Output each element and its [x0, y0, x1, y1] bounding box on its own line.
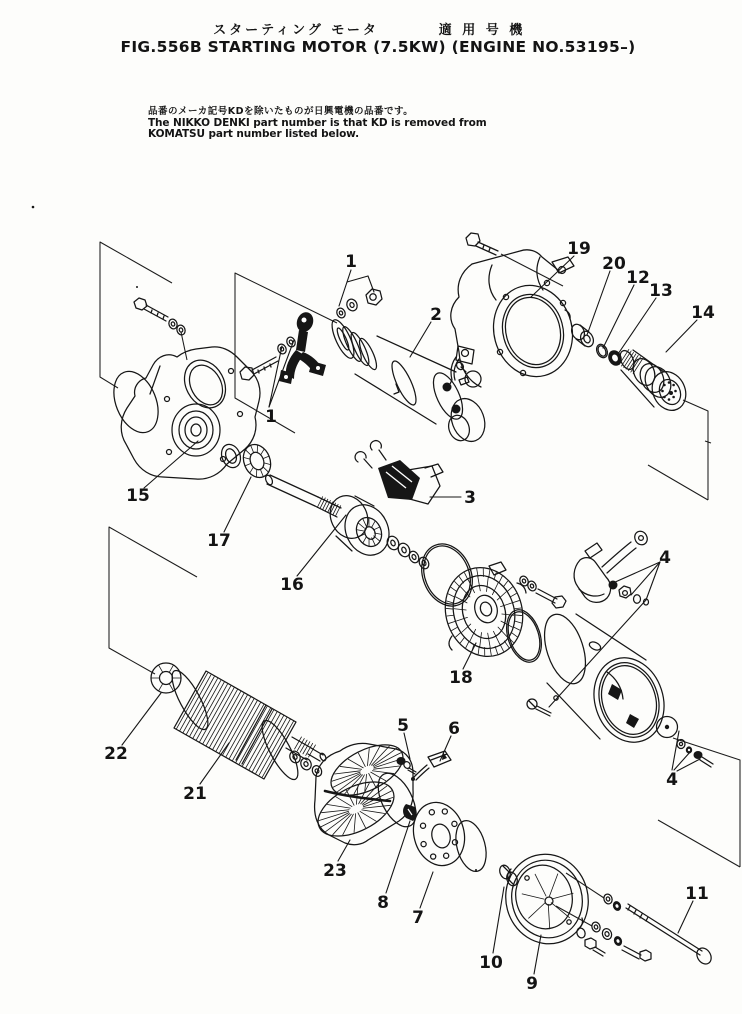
hatch-line [466, 641, 469, 647]
hatch-line [449, 621, 455, 623]
part-detail [415, 539, 478, 611]
plate-hole [444, 853, 449, 858]
part-detail [355, 336, 456, 424]
part-6-brush [411, 751, 451, 781]
part-22-thrust-washer [151, 663, 181, 693]
part-detail [619, 349, 643, 373]
part-detail [185, 417, 207, 443]
part-detail [428, 751, 451, 767]
part-detail [339, 311, 344, 316]
hatch-line [515, 621, 522, 623]
part-detail [427, 369, 468, 424]
bolt [622, 946, 651, 961]
callout-13-14: 13 [649, 281, 673, 301]
part-detail [688, 749, 690, 751]
hatch-line [251, 445, 254, 452]
part-detail [229, 369, 234, 374]
part-detail [626, 904, 702, 955]
bolt [585, 938, 605, 956]
part-detail [665, 725, 669, 729]
part-detail [328, 317, 358, 361]
hatch-line [362, 810, 385, 814]
shaft-washer [299, 756, 313, 771]
callout-6-7: 6 [448, 719, 460, 739]
hatch-line [501, 603, 512, 607]
hatch-line [515, 615, 522, 616]
part-16-pinion-shaft-clutch [264, 474, 397, 562]
part-detail [661, 381, 677, 401]
part-detail [449, 562, 526, 650]
leader-line-12 [603, 285, 634, 348]
hatch-line [264, 463, 270, 465]
applicable-machines-japanese: 適 用 号 機 [438, 23, 526, 38]
leader-line-17 [224, 477, 251, 532]
part-detail [646, 366, 692, 416]
panel-boundary-line [109, 527, 197, 674]
part-detail [700, 757, 713, 767]
part-detail [370, 294, 376, 300]
leader-line-11 [678, 901, 693, 933]
part-detail [337, 498, 397, 563]
washer [335, 307, 346, 319]
part-detail [316, 366, 320, 370]
callout-20-21: 20 [602, 254, 626, 274]
part-detail [390, 539, 396, 546]
callout-10-11: 10 [479, 953, 503, 973]
gear-tooth-dot [663, 396, 666, 399]
callout-15-16: 15 [126, 486, 150, 506]
nut [619, 586, 631, 598]
hatch-line [371, 772, 386, 781]
part-detail [144, 305, 168, 321]
part-12-washer [595, 343, 610, 360]
callout-19-20: 19 [567, 239, 591, 259]
part-detail [694, 945, 714, 966]
bolt-head [240, 367, 254, 380]
leader-line-18 [463, 643, 476, 669]
callout-11-12: 11 [685, 884, 709, 904]
washer [591, 921, 602, 933]
leader-line-1 [347, 276, 368, 282]
washer [634, 595, 641, 603]
part-detail [165, 397, 170, 402]
plate-hole [420, 823, 425, 828]
callout-21-22: 21 [183, 784, 207, 804]
part-detail [355, 441, 386, 468]
wire-bracket [447, 357, 459, 390]
washer [276, 343, 287, 355]
part-detail [679, 742, 682, 745]
hatch-line [480, 632, 482, 646]
part-detail [224, 447, 239, 465]
leader-line-4 [674, 751, 691, 770]
washer [603, 893, 614, 905]
part-detail [471, 592, 501, 625]
hatch-line [370, 746, 380, 765]
gear-tooth-dot [661, 390, 664, 393]
washer [345, 297, 359, 312]
hatch-line [454, 609, 466, 610]
callout-7-8: 7 [412, 908, 424, 928]
note-english-1: The NIKKO DENKI part number is that KD is removed from [148, 117, 487, 129]
plate-hole [429, 810, 434, 815]
gear-tooth-dot [672, 384, 675, 387]
callout-18-19: 18 [449, 668, 473, 688]
nut-set-upper [335, 289, 382, 319]
terminal-stud [609, 581, 618, 590]
title-japanese: スターティング モータ [213, 23, 379, 38]
link-line [181, 332, 187, 360]
hatch-line [358, 813, 366, 828]
hatch-line [504, 641, 508, 647]
scan-speck [32, 206, 35, 209]
armature-shaft [286, 737, 323, 761]
hatch-line [354, 814, 356, 833]
hatch-line [459, 577, 463, 583]
gear-tooth-dot [663, 384, 666, 387]
part-detail [498, 291, 568, 371]
hatch-line [448, 594, 454, 597]
part-detail [537, 609, 593, 689]
hatch-line [488, 633, 490, 647]
hatch-line [243, 457, 249, 459]
part-detail [583, 334, 592, 344]
panel-layer [100, 242, 740, 867]
hatch-line [478, 577, 480, 591]
part-detail [545, 897, 553, 905]
hatch-line [159, 665, 163, 672]
part-detail [483, 276, 582, 385]
part-detail [456, 580, 513, 644]
plate-hole [421, 842, 426, 847]
gear-tooth-dot [674, 390, 677, 393]
hatch-line [245, 464, 250, 466]
hatch-line [369, 773, 376, 787]
leader-line-8 [386, 821, 410, 893]
hatch-line [499, 576, 502, 582]
part-detail [420, 809, 457, 859]
hatch-line [507, 587, 512, 592]
panel-boundary-line [683, 400, 708, 500]
part-detail [578, 329, 596, 349]
callout-4-5: 4 [666, 770, 678, 790]
washer [576, 927, 587, 939]
part-21-armature [166, 666, 327, 784]
hatch-line [261, 449, 264, 454]
part-detail [411, 777, 415, 781]
hatch-line [503, 581, 507, 587]
part-detail [171, 321, 176, 326]
part-detail [160, 672, 173, 685]
leader-line-1 [339, 282, 347, 306]
field-coil [608, 684, 639, 728]
part-detail [356, 518, 381, 547]
hatch-line [552, 893, 573, 899]
hatch-line [446, 608, 453, 609]
terminal-cap [585, 543, 602, 558]
callout-8-9: 8 [377, 893, 389, 913]
callout-3-3: 3 [464, 488, 476, 508]
callout-2-2: 2 [430, 305, 442, 325]
hatch-line [358, 753, 365, 767]
leader-line-16 [297, 515, 346, 576]
callout-1-0: 1 [345, 252, 357, 272]
gear-tooth-dot [668, 381, 671, 384]
hatch-line [340, 766, 362, 769]
hatch-line [363, 537, 367, 543]
panel-boundary-line [235, 273, 337, 433]
hatch-line [514, 608, 521, 609]
part-detail [296, 330, 308, 352]
panel-boundary-line [658, 820, 740, 867]
hatch-line [456, 617, 467, 621]
part-detail [669, 391, 673, 395]
hatch-line [548, 904, 549, 928]
part-detail [280, 347, 285, 352]
callout-9-10: 9 [526, 974, 538, 994]
hatch-line [513, 627, 519, 630]
part-detail [476, 242, 498, 255]
hatch-line [336, 797, 352, 807]
part-detail [303, 761, 309, 767]
washer [218, 442, 244, 471]
leader-line-4 [631, 562, 660, 595]
part-detail [179, 327, 184, 332]
part-15-mount-bolt [134, 298, 186, 336]
part-detail [401, 546, 407, 553]
washer [601, 927, 613, 940]
hatch-line [367, 749, 369, 766]
hatch-line [374, 527, 380, 530]
part-2-magnetic-switch [328, 317, 469, 424]
plate-hole [452, 821, 457, 826]
part-detail [597, 345, 608, 358]
bolt-head [466, 233, 480, 246]
part-detail [445, 412, 473, 443]
hatch-line [529, 903, 545, 918]
hatch-line [447, 615, 454, 616]
hatch-line [513, 601, 519, 603]
hatch-line [510, 593, 516, 596]
panel-boundary-line [100, 242, 172, 388]
leader-line-7 [420, 872, 433, 908]
callout-14-15: 14 [691, 303, 715, 323]
hatch-line [535, 874, 546, 896]
part-detail [579, 589, 604, 596]
leader-line-22 [122, 693, 161, 745]
gear-tooth-dot [668, 398, 671, 401]
part-detail [248, 450, 267, 472]
gear-tooth-dot [672, 396, 675, 399]
part-13-snap-ring [606, 348, 625, 368]
hatch-line [159, 684, 163, 691]
hatch-line [358, 523, 364, 528]
part-detail [595, 343, 610, 360]
part-detail [319, 752, 327, 761]
callout-16-17: 16 [280, 575, 304, 595]
part-20-bushing [569, 322, 596, 349]
part-detail [623, 591, 628, 596]
hatch-line [500, 644, 504, 651]
part-detail [522, 579, 527, 584]
hatch-line [360, 811, 376, 821]
leader-line-10 [493, 887, 504, 953]
hatch-line [456, 633, 461, 638]
hatch-line [264, 456, 269, 458]
part-detail [349, 302, 355, 308]
scan-speck [136, 286, 138, 288]
terminal-assembly-upper [574, 529, 650, 605]
washer [285, 336, 296, 348]
callout-1-1: 1 [265, 407, 277, 427]
part-11-through-bolt [626, 904, 714, 967]
callout-12-13: 12 [626, 268, 650, 288]
part-detail [593, 659, 665, 742]
callout-layer [104, 239, 715, 994]
leader-line-4 [677, 759, 700, 771]
part-detail [191, 424, 201, 436]
part-detail [267, 475, 318, 506]
part-19-bracket [451, 250, 583, 387]
gasket-ring [105, 365, 166, 439]
part-detail [594, 924, 599, 929]
part-detail [522, 874, 573, 929]
part-detail [243, 445, 270, 477]
part-detail [429, 822, 453, 850]
bolt [536, 589, 566, 608]
part-19-bolt [466, 233, 498, 255]
boot [445, 394, 490, 446]
hatch-line [489, 570, 490, 578]
shaft-washer [288, 749, 302, 764]
ring-terminal [632, 529, 649, 547]
hatch-line [356, 530, 363, 531]
callout-17-18: 17 [207, 531, 231, 551]
part-detail [183, 359, 229, 410]
part-detail [284, 375, 288, 379]
part-14-clutch-pinion-assembly [617, 348, 692, 415]
hatch-line [455, 581, 460, 586]
leader-line-14 [666, 320, 697, 352]
part-detail [238, 412, 243, 417]
leader-line-4 [672, 731, 679, 770]
part-detail [451, 264, 481, 387]
part-3-brush-spring-set [355, 441, 443, 504]
plate-hole [431, 854, 436, 859]
figure-title: FIG.556B STARTING MOTOR (7.5KW) (ENGINE NO.53195–) [120, 38, 636, 56]
part-detail [413, 536, 481, 613]
hatch-line [261, 470, 264, 477]
leader-line-2 [410, 322, 431, 357]
hatch-line [327, 805, 350, 809]
hatch-line [464, 573, 468, 580]
part-detail [378, 460, 420, 500]
hatch-line [363, 518, 367, 526]
part-detail [302, 318, 307, 323]
callout-23-24: 23 [323, 861, 347, 881]
hatch-line [263, 467, 268, 472]
part-detail [639, 536, 644, 541]
callout-5-6: 5 [397, 716, 409, 736]
hatch-line [551, 903, 569, 918]
hatch-line [486, 578, 488, 592]
vent-hole [588, 640, 602, 651]
panel-boundary-line [648, 465, 708, 500]
leader-line-20 [587, 271, 610, 335]
hatch-line [447, 601, 454, 603]
hatch-line [245, 450, 250, 455]
callout-4-4: 4 [659, 548, 671, 568]
link-line [501, 254, 563, 286]
part-detail [525, 876, 529, 880]
part-detail [567, 920, 571, 924]
part-detail [462, 350, 469, 357]
part-detail [388, 358, 421, 407]
bolt-head [134, 298, 147, 310]
note-english-2: KOMATSU part number listed below. [148, 128, 360, 140]
hatch-line [451, 587, 457, 591]
part-9-rear-cover [496, 845, 651, 961]
part-detail [479, 601, 494, 618]
hatch-line [478, 646, 479, 654]
hatch-line [549, 874, 557, 896]
motor-yoke [527, 609, 675, 751]
screw-head [694, 751, 703, 759]
part-detail [336, 496, 374, 551]
hatch-line [522, 894, 544, 899]
part-detail [604, 931, 609, 937]
callout-22-23: 22 [104, 744, 128, 764]
o-ring-front [413, 536, 481, 613]
hatch-line [348, 759, 363, 768]
part-detail [606, 896, 611, 901]
part-detail [252, 357, 278, 374]
hatch-line [511, 632, 517, 636]
hatch-line [452, 627, 458, 630]
part-detail [530, 584, 535, 589]
hatch-line [372, 521, 376, 527]
leader-line-21 [200, 743, 229, 784]
part-detail [150, 366, 160, 394]
part-detail [472, 250, 558, 270]
hatch-line [169, 665, 173, 672]
part-detail [167, 450, 172, 455]
part-detail [289, 340, 294, 345]
cable [602, 542, 636, 573]
leader-layer [122, 254, 711, 974]
housing-outline [121, 347, 260, 479]
hatch-line [250, 468, 253, 473]
terminal-assembly-lower [657, 717, 714, 768]
part-detail [411, 554, 416, 560]
plate-hole [442, 809, 447, 814]
note-japanese: 品番のメーカ記号KDを除いたものが日興電機の品番です。 [148, 106, 414, 117]
hatch-line [460, 637, 464, 643]
part-detail [152, 665, 181, 690]
part-detail [408, 768, 416, 774]
